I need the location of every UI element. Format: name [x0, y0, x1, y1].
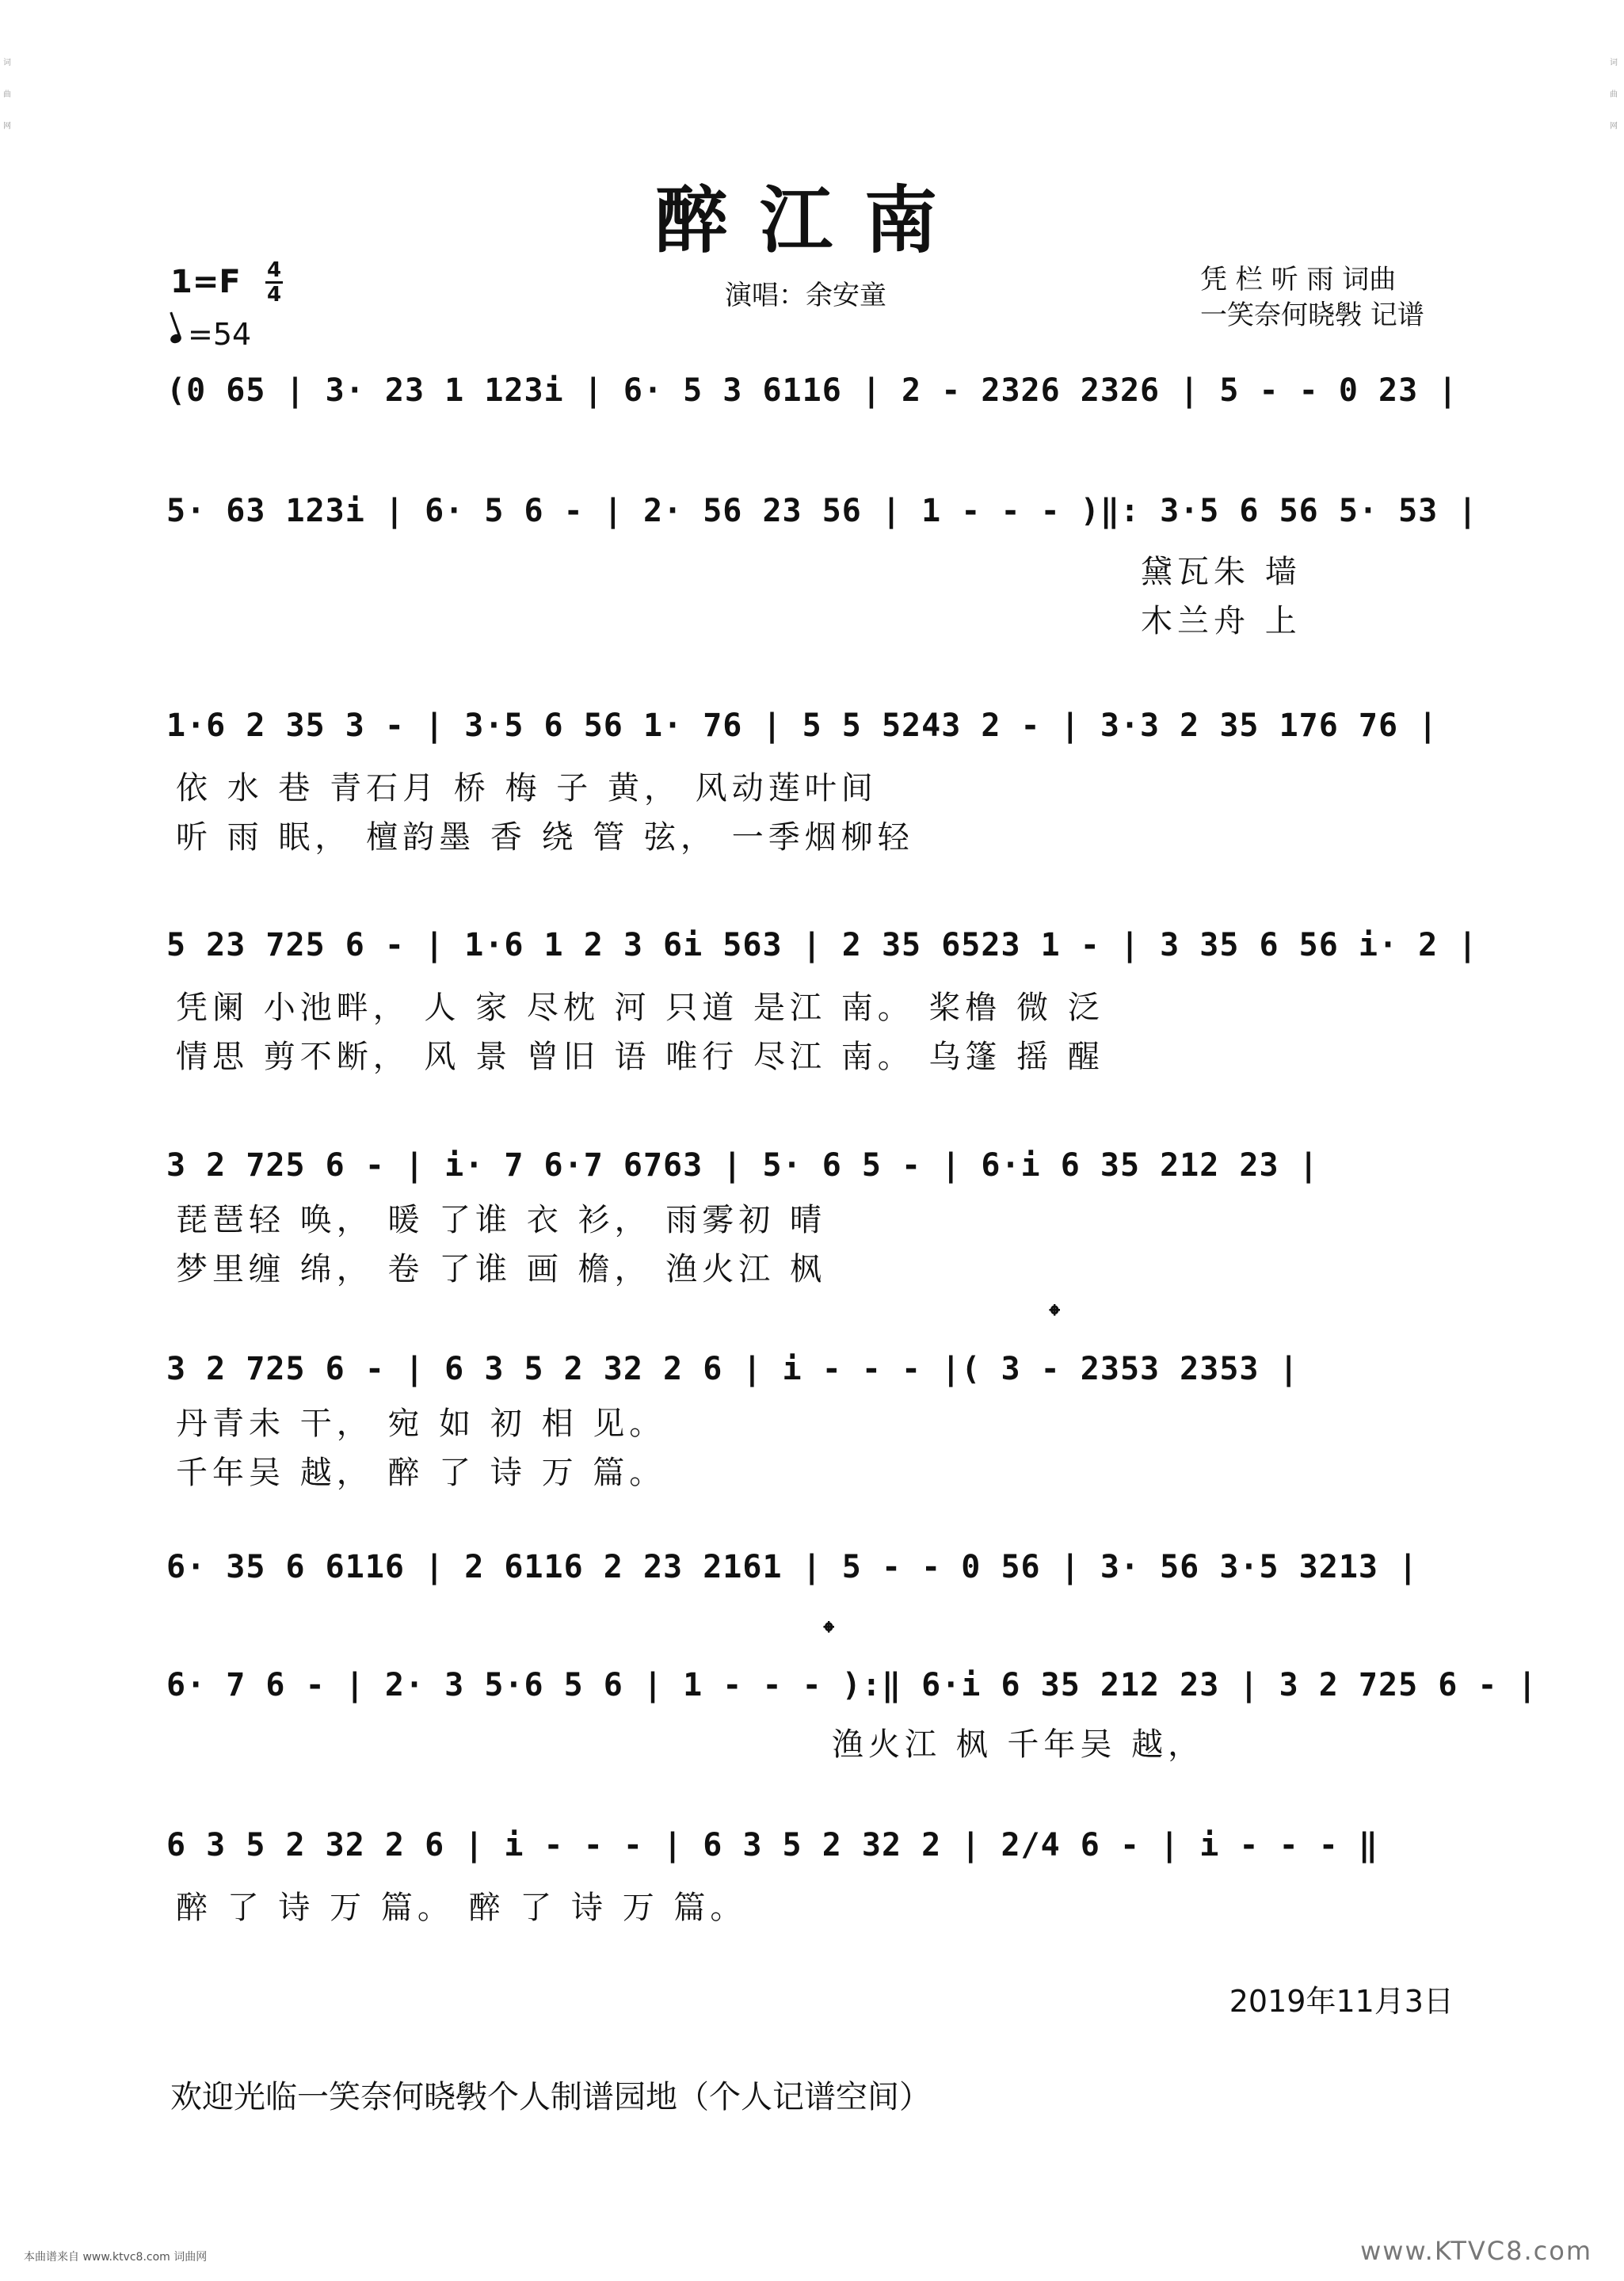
lyrics-music-credit: 凭 栏 听 雨 词曲 [1200, 264, 1397, 296]
lyric-row-8: 渔火江 枫 千年吴 越， [832, 1726, 1205, 1763]
tempo-marking [170, 317, 251, 352]
lyric-row-9: 醉 了 诗 万 篇。 醉 了 诗 万 篇。 [176, 1890, 747, 1926]
date: 2019年11月3日 [1229, 1984, 1454, 2019]
singer-credit: 演唱：余安童 [725, 280, 886, 311]
watermark-left: 本曲谱来自 www.ktvc8.com 词曲网 [24, 2251, 208, 2264]
coda-mark-2: 𝄌 [824, 1616, 834, 1649]
time-signature-bottom: 4 [266, 283, 282, 307]
score-row-5: 3 2 725 6 - | i· 7 6·7 6763 | 5· 6 5 - | 6·i 6 35 212 23 | [166, 1147, 1319, 1184]
lyric-row-6-verse-2: 千年吴 越， 醉 了 诗 万 篇。 [176, 1455, 666, 1491]
score-row-8: 6· 7 6 - | 2· 3 5·6 5 6 | 1 - - - ):‖ 6·i 6 35 212 23 | 3 2 725 6 - | [166, 1667, 1538, 1703]
lyric-row-4-verse-1: 凭阑 小池畔， 人 家 尽枕 河 只道 是江 南。 桨橹 微 泛 [176, 990, 1104, 1026]
coda-mark-1: 𝄌 [1050, 1299, 1060, 1332]
lyric-row-2-verse-1: 黛瓦朱 墙 [1141, 554, 1302, 590]
notation-credit: 一笑奈何晓斅 记谱 [1200, 299, 1424, 331]
score-row-7: 6· 35 6 6116 | 2 6116 2 23 2161 | 5 - - 0 56 | 3· 56 3·5 3213 | [166, 1549, 1419, 1585]
tempo-value: =54 [188, 317, 252, 352]
quarter-note-icon [170, 333, 183, 345]
lyric-row-3-verse-2: 听 雨 眠， 檀韵墨 香 绕 管 弦， 一季烟柳轻 [176, 819, 914, 856]
lyric-row-4-verse-2: 情思 剪不断， 风 景 曾旧 语 唯行 尽江 南。 乌篷 摇 醒 [176, 1039, 1104, 1075]
score-row-4: 5 23 725 6 - | 1·6 1 2 3 6i 563 | 2 35 6523 1 - | 3 35 6 56 i· 2 | [166, 927, 1478, 963]
lyric-row-2-verse-2: 木兰舟 上 [1141, 603, 1302, 639]
lyric-row-5-verse-2: 梦里缠 绵， 卷 了谁 画 檐， 渔火江 枫 [176, 1251, 827, 1287]
time-signature [265, 259, 283, 306]
footer-text: 欢迎光临一笑奈何晓斅个人制谱园地（个人记谱空间） [170, 2079, 931, 2115]
score-row-3: 1·6 2 35 3 - | 3·5 6 56 1· 76 | 5 5 5243 2 - | 3·3 2 35 176 76 | [166, 708, 1439, 744]
watermark-right: www.KTVC8.com [1360, 2236, 1592, 2266]
time-signature-top: 4 [266, 258, 282, 282]
lyric-row-6-verse-1: 丹青未 干， 宛 如 初 相 见。 [176, 1406, 666, 1442]
score-row-2: 5· 63 123i | 6· 5 6 - | 2· 56 23 56 | 1 - - - )‖: 3·5 6 56 5· 53 | [166, 493, 1478, 529]
lyric-row-3-verse-1: 依 水 巷 青石月 桥 梅 子 黄， 风动莲叶间 [176, 770, 878, 807]
score-row-1: (0 65 | 3· 23 1 123i | 6· 5 3 6116 | 2 - 2326 2326 | 5 - - 0 23 | [166, 372, 1458, 409]
page-title: 醉江南 [654, 177, 969, 263]
lyric-row-5-verse-1: 琵琶轻 唤， 暖 了谁 衣 衫， 雨雾初 晴 [176, 1202, 827, 1238]
margin-watermark-left: 词曲网 [3, 59, 11, 131]
margin-watermark-right: 词曲网 [1610, 59, 1618, 131]
key-signature: 1=F [170, 264, 241, 300]
score-row-6: 3 2 725 6 - | 6 3 5 2 32 2 6 | i - - - |( 3 - 2353 2353 | [166, 1351, 1299, 1387]
score-row-9: 6 3 5 2 32 2 6 | i - - - | 6 3 5 2 32 2 | 2/4 6 - | i - - - ‖ [166, 1827, 1379, 1863]
